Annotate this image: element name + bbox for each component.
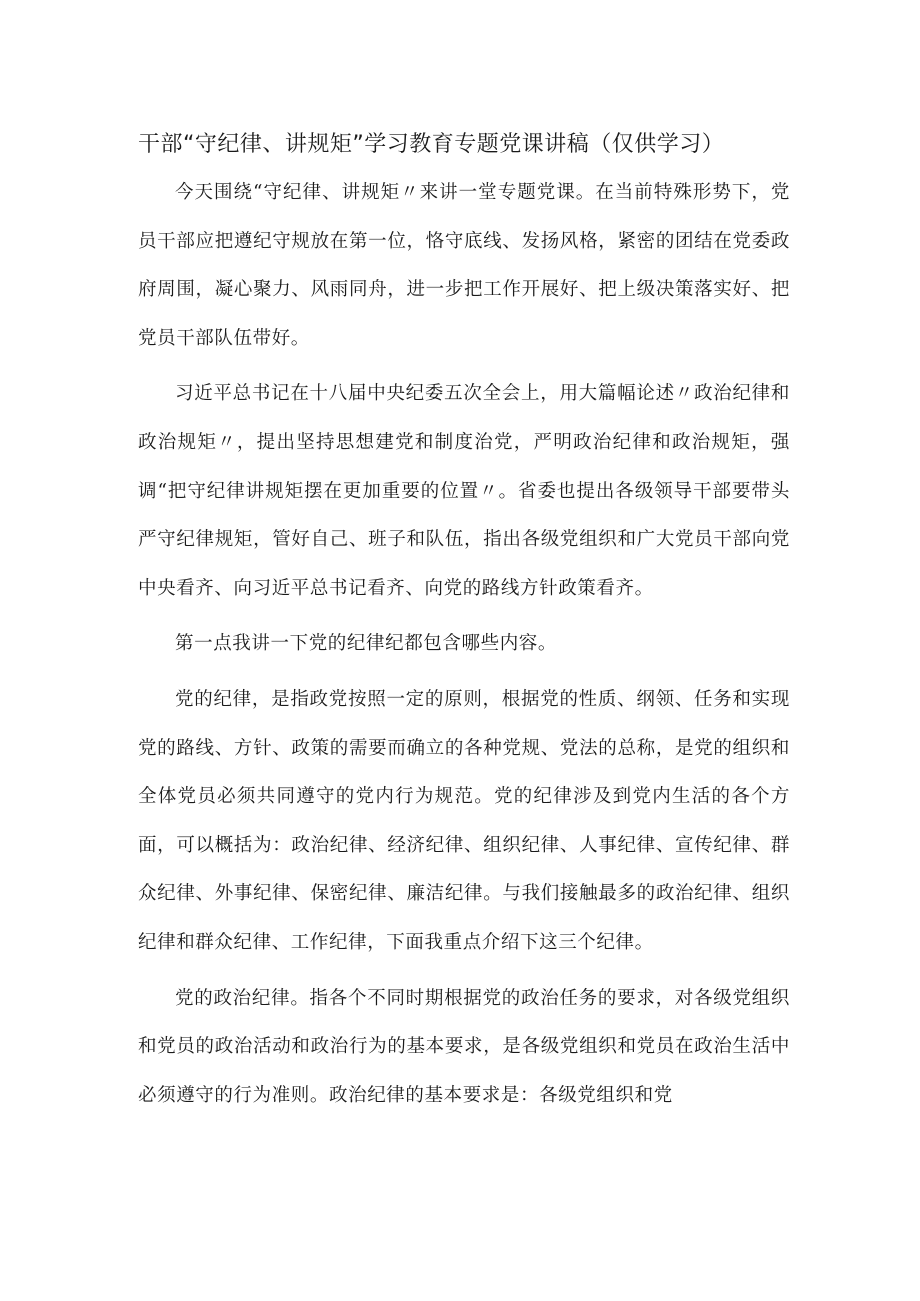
document-body bbox=[138, 169, 790, 1127]
document-title: 干部“守纪律、讲规矩”学习教育专题党课讲稿（仅供学习） bbox=[138, 132, 725, 157]
paragraph-2: 习近平总书记在十八届中央纪委五次全会上，用大篇幅论述〃政治纪律和政治规矩〃，提出坚持思想建党和制度治党，严明政治纪律和政治规矩，强调“把守纪律讲规矩摆在更加重要的位置〃。省委也提出各级领导干部要带头严守纪律规矩，管好自己、班子和队伍，指出各级党组织和广大党员干部向党中央看齐、向习近平总书记看齐、向党的路线方针政策看齐。 bbox=[138, 383, 790, 599]
paragraph-4: 党的纪律，是指政党按照一定的原则，根据党的性质、纲领、任务和实现党的路线、方针、政策的需要而确立的各种党规、党法的总称，是党的组织和全体党员必须共同遵守的党内行为规范。党的纪律涉及到党内生活的各个方面，可以概括为：政治纪律、经济纪律、组织纪律、人事纪律、宣传纪律、群众纪律、外事纪律、保密纪律、廉洁纪律。与我们接触最多的政治纪律、组织纪律和群众纪律、工作纪律，下面我重点介绍下这三个纪律。 bbox=[138, 688, 790, 953]
paragraph-1: 今天围绕“守纪律、讲规矩〃来讲一堂专题党课。在当前特殊形势下，党员干部应把遵纪守规放在第一位，恪守底线、发扬风格，紧密的团结在党委政府周围，凝心聚力、风雨同舟，进一步把工作开展好、把上级决策落实好、把党员干部队伍带好。 bbox=[138, 182, 790, 349]
paragraph-5: 党的政治纪律。指各个不同时期根据党的政治任务的要求，对各级党组织和党员的政治活动和政治行为的基本要求，是各级党组织和党员在政治生活中必须遵守的行为准则。政治纪律的基本要求是：各级党组织和党 bbox=[138, 987, 790, 1106]
paragraph-3: 第一点我讲一下党的纪律纪都包含哪些内容。 bbox=[175, 633, 558, 655]
